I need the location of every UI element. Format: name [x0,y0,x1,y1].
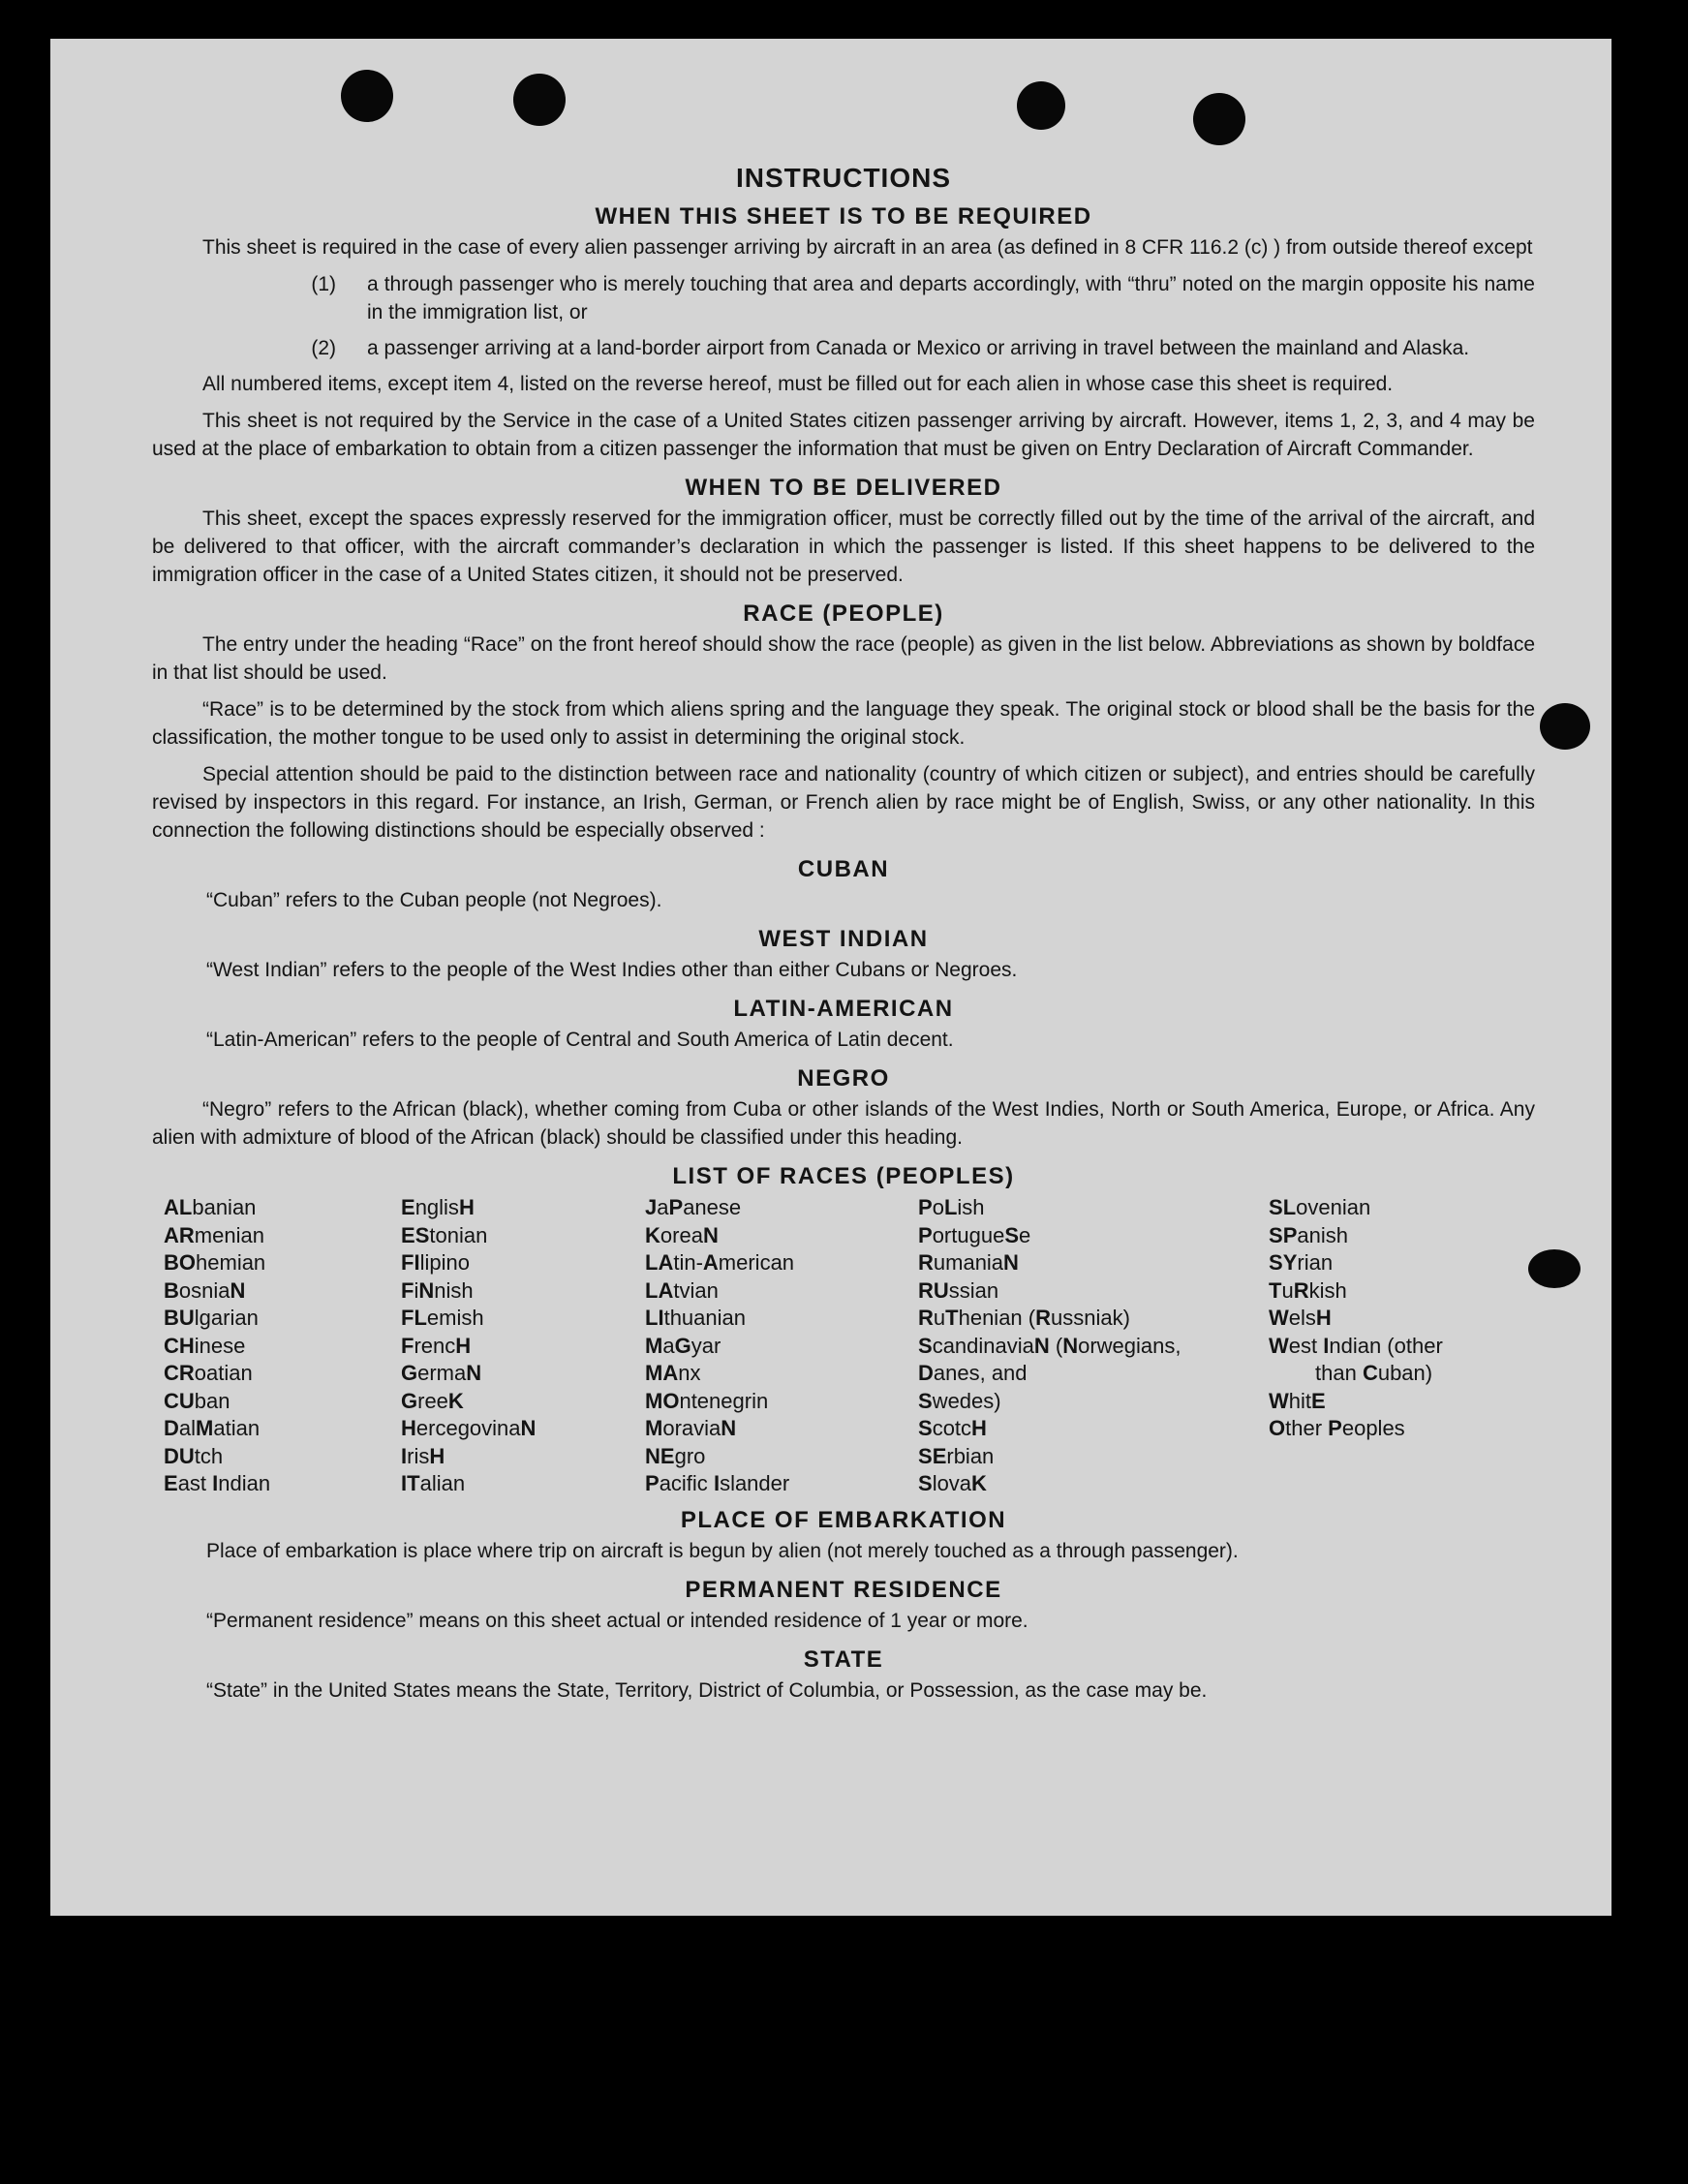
item-text: a through passenger who is merely touching that area and departs accordingly, with “thru” noted on the margin opposite his name in the immigration list, or [367,273,1535,323]
races-column [164,1194,401,1498]
race-entry: JaPanese [645,1195,742,1219]
race-entry: PortugueSe [918,1222,1031,1247]
race-entry: BOhemian [164,1250,266,1275]
race-entry: GermaN [401,1361,482,1385]
race-entry: RumaniaN [918,1250,1019,1275]
race-entry: FIlipino [401,1250,470,1275]
paragraph: “Negro” refers to the African (black), whether coming from Cuba or other islands of the West Indies, North or South America, Europe, or Africa. Any alien with admixture of blood of the African (black) should be classified under this heading. [152,1098,1535,1149]
race-entry: Pacific Islander [645,1471,790,1495]
races-column [401,1194,645,1498]
race-entry: FiNnish [401,1277,474,1303]
race-entry: FLemish [401,1306,484,1330]
race-entry: MaGyar [645,1333,721,1358]
race-entry: SlovaK [918,1471,987,1495]
race-entry: East Indian [164,1471,271,1495]
section-heading: PERMANENT RESIDENCE [685,1576,1002,1603]
race-entry: West Indian (other [1269,1333,1443,1358]
race-entry: MOntenegrin [645,1388,769,1413]
race-entry: WhitE [1269,1388,1326,1413]
race-entry: SPanish [1269,1222,1348,1247]
race-entry: FrencH [401,1333,472,1358]
race-entry: SErbian [918,1443,995,1468]
item-number: (2) [311,337,336,359]
race-entry: LAtvian [645,1277,719,1303]
section-heading: WEST INDIAN [758,926,929,952]
list-item [152,270,1535,326]
paragraph: “West Indian” refers to the people of the West Indies other than either Cubans or Negroes. [206,959,1018,981]
race-entry: Swedes) [918,1388,1001,1413]
race-entry: ScotcH [918,1416,987,1440]
races-column [1269,1194,1547,1498]
instructions-body [152,160,1535,1713]
race-entry: PoLish [918,1195,985,1219]
race-entry: EnglisH [401,1195,475,1219]
race-entry: ITalian [401,1471,466,1495]
race-entry: LAtin-American [645,1250,795,1275]
list-item [152,334,1535,362]
race-entry: ScandinaviaN (Norwegians, [918,1333,1182,1358]
paragraph: Place of embarkation is place where trip on aircraft is begun by alien (not merely touched as a through passenger). [206,1539,1239,1562]
race-entry: Danes, and [918,1361,1028,1385]
paragraph: “Latin-American” refers to the people of Central and South America of Latin decent. [206,1029,954,1051]
race-entry: DalMatian [164,1416,261,1440]
races-column [645,1194,918,1498]
races-column [918,1194,1269,1498]
race-entry: CHinese [164,1333,246,1358]
race-entry: CUban [164,1388,230,1413]
race-entry: SYrian [1269,1250,1334,1275]
paragraph: This sheet, except the spaces expressly reserved for the immigration officer, must be correctly filled out by the time of the arrival of the aircraft, and be delivered to that officer, with the aircraft commander’s declaration in which the passenger is listed. If this sheet happens to be delivered to the immigration officer in the case of a United States citizen, it should not be preserved. [152,508,1535,586]
section-heading: NEGRO [797,1065,890,1092]
paragraph: Special attention should be paid to the distinction between race and nationality (country of which citizen or subject), and entries should be carefully revised by inspectors in this regard. For instance, an Irish, German, or French alien by race might be of English, Swiss, or any other nationality. In this connection the following distinctions should be especially observed : [152,763,1535,842]
item-number: (1) [311,273,336,295]
paragraph: “Cuban” refers to the Cuban people (not Negroes). [206,889,662,911]
race-entry: GreeK [401,1388,464,1413]
paragraph: This sheet is required in the case of every alien passenger arriving by aircraft in an area (as defined in 8 CFR 116.2 (c) ) from outside thereof except [202,236,1533,259]
section-heading: CUBAN [797,856,890,882]
punch-hole [341,70,393,122]
paragraph: All numbered items, except item 4, listed on the reverse hereof, must be filled out for each alien in whose case this sheet is required. [202,373,1394,395]
race-entry: HercegovinaN [401,1416,537,1440]
race-entry: LIthuanian [645,1306,746,1330]
section-heading: LIST OF RACES (PEOPLES) [672,1163,1015,1189]
paragraph: “Permanent residence” means on this sheet actual or intended residence of 1 year or more. [206,1609,1028,1632]
race-entry: MoraviaN [645,1416,737,1440]
section-heading: LATIN-AMERICAN [733,996,954,1022]
paragraph: The entry under the heading “Race” on the front hereof should show the race (people) as given in the list below. Abbreviations as shown by boldface in that list should be used. [152,633,1535,684]
section-heading: WHEN THIS SHEET IS TO BE REQUIRED [595,203,1092,230]
race-entry: SLovenian [1269,1195,1371,1219]
ink-blot [1540,703,1590,750]
punch-hole [513,74,566,126]
punch-hole [1193,93,1245,145]
race-entry: RUssian [918,1277,999,1303]
race-entry: ARmenian [164,1222,264,1247]
paragraph: “State” in the United States means the State, Territory, District of Columbia, or Possession, as the case may be. [206,1678,1208,1702]
race-entry: CRoatian [164,1361,253,1385]
race-entry: BUlgarian [164,1306,259,1330]
races-list [164,1194,1535,1498]
race-entry: RuThenian (Russniak) [918,1306,1130,1330]
section-heading: RACE (PEOPLE) [743,600,944,627]
race-entry: DUtch [164,1443,224,1468]
race-entry: IrisH [401,1443,445,1468]
section-heading: WHEN TO BE DELIVERED [685,475,1002,501]
race-entry: EStonian [401,1222,488,1247]
race-entry: MAnx [645,1361,701,1385]
race-entry: BosniaN [164,1277,246,1303]
paragraph: “Race” is to be determined by the stock from which aliens spring and the language they speak. The original stock or blood shall be the basis for the classification, the mother tongue to be used only to assist in determining the original stock. [152,698,1535,749]
race-entry: Other Peoples [1269,1416,1405,1440]
race-entry: ALbanian [164,1195,257,1219]
race-entry: WelsH [1269,1306,1332,1330]
race-entry: KoreaN [645,1222,719,1247]
race-entry: NEgro [645,1443,706,1468]
section-heading: PLACE OF EMBARKATION [680,1506,1007,1533]
page-title: INSTRUCTIONS [736,163,951,193]
punch-hole [1017,81,1065,130]
item-text: a passenger arriving at a land-border airport from Canada or Mexico or arriving in travel between the mainland and Alaska. [367,337,1470,359]
section-heading: STATE [803,1646,884,1673]
race-entry: TuRkish [1269,1277,1347,1303]
paragraph: This sheet is not required by the Service in the case of a United States citizen passenger arriving by aircraft. However, items 1, 2, 3, and 4 may be used at the place of embarkation to obtain from a citizen passenger the information that must be given on Entry Declaration of Aircraft Commander. [152,410,1535,460]
race-entry: than Cuban) [1315,1361,1433,1385]
